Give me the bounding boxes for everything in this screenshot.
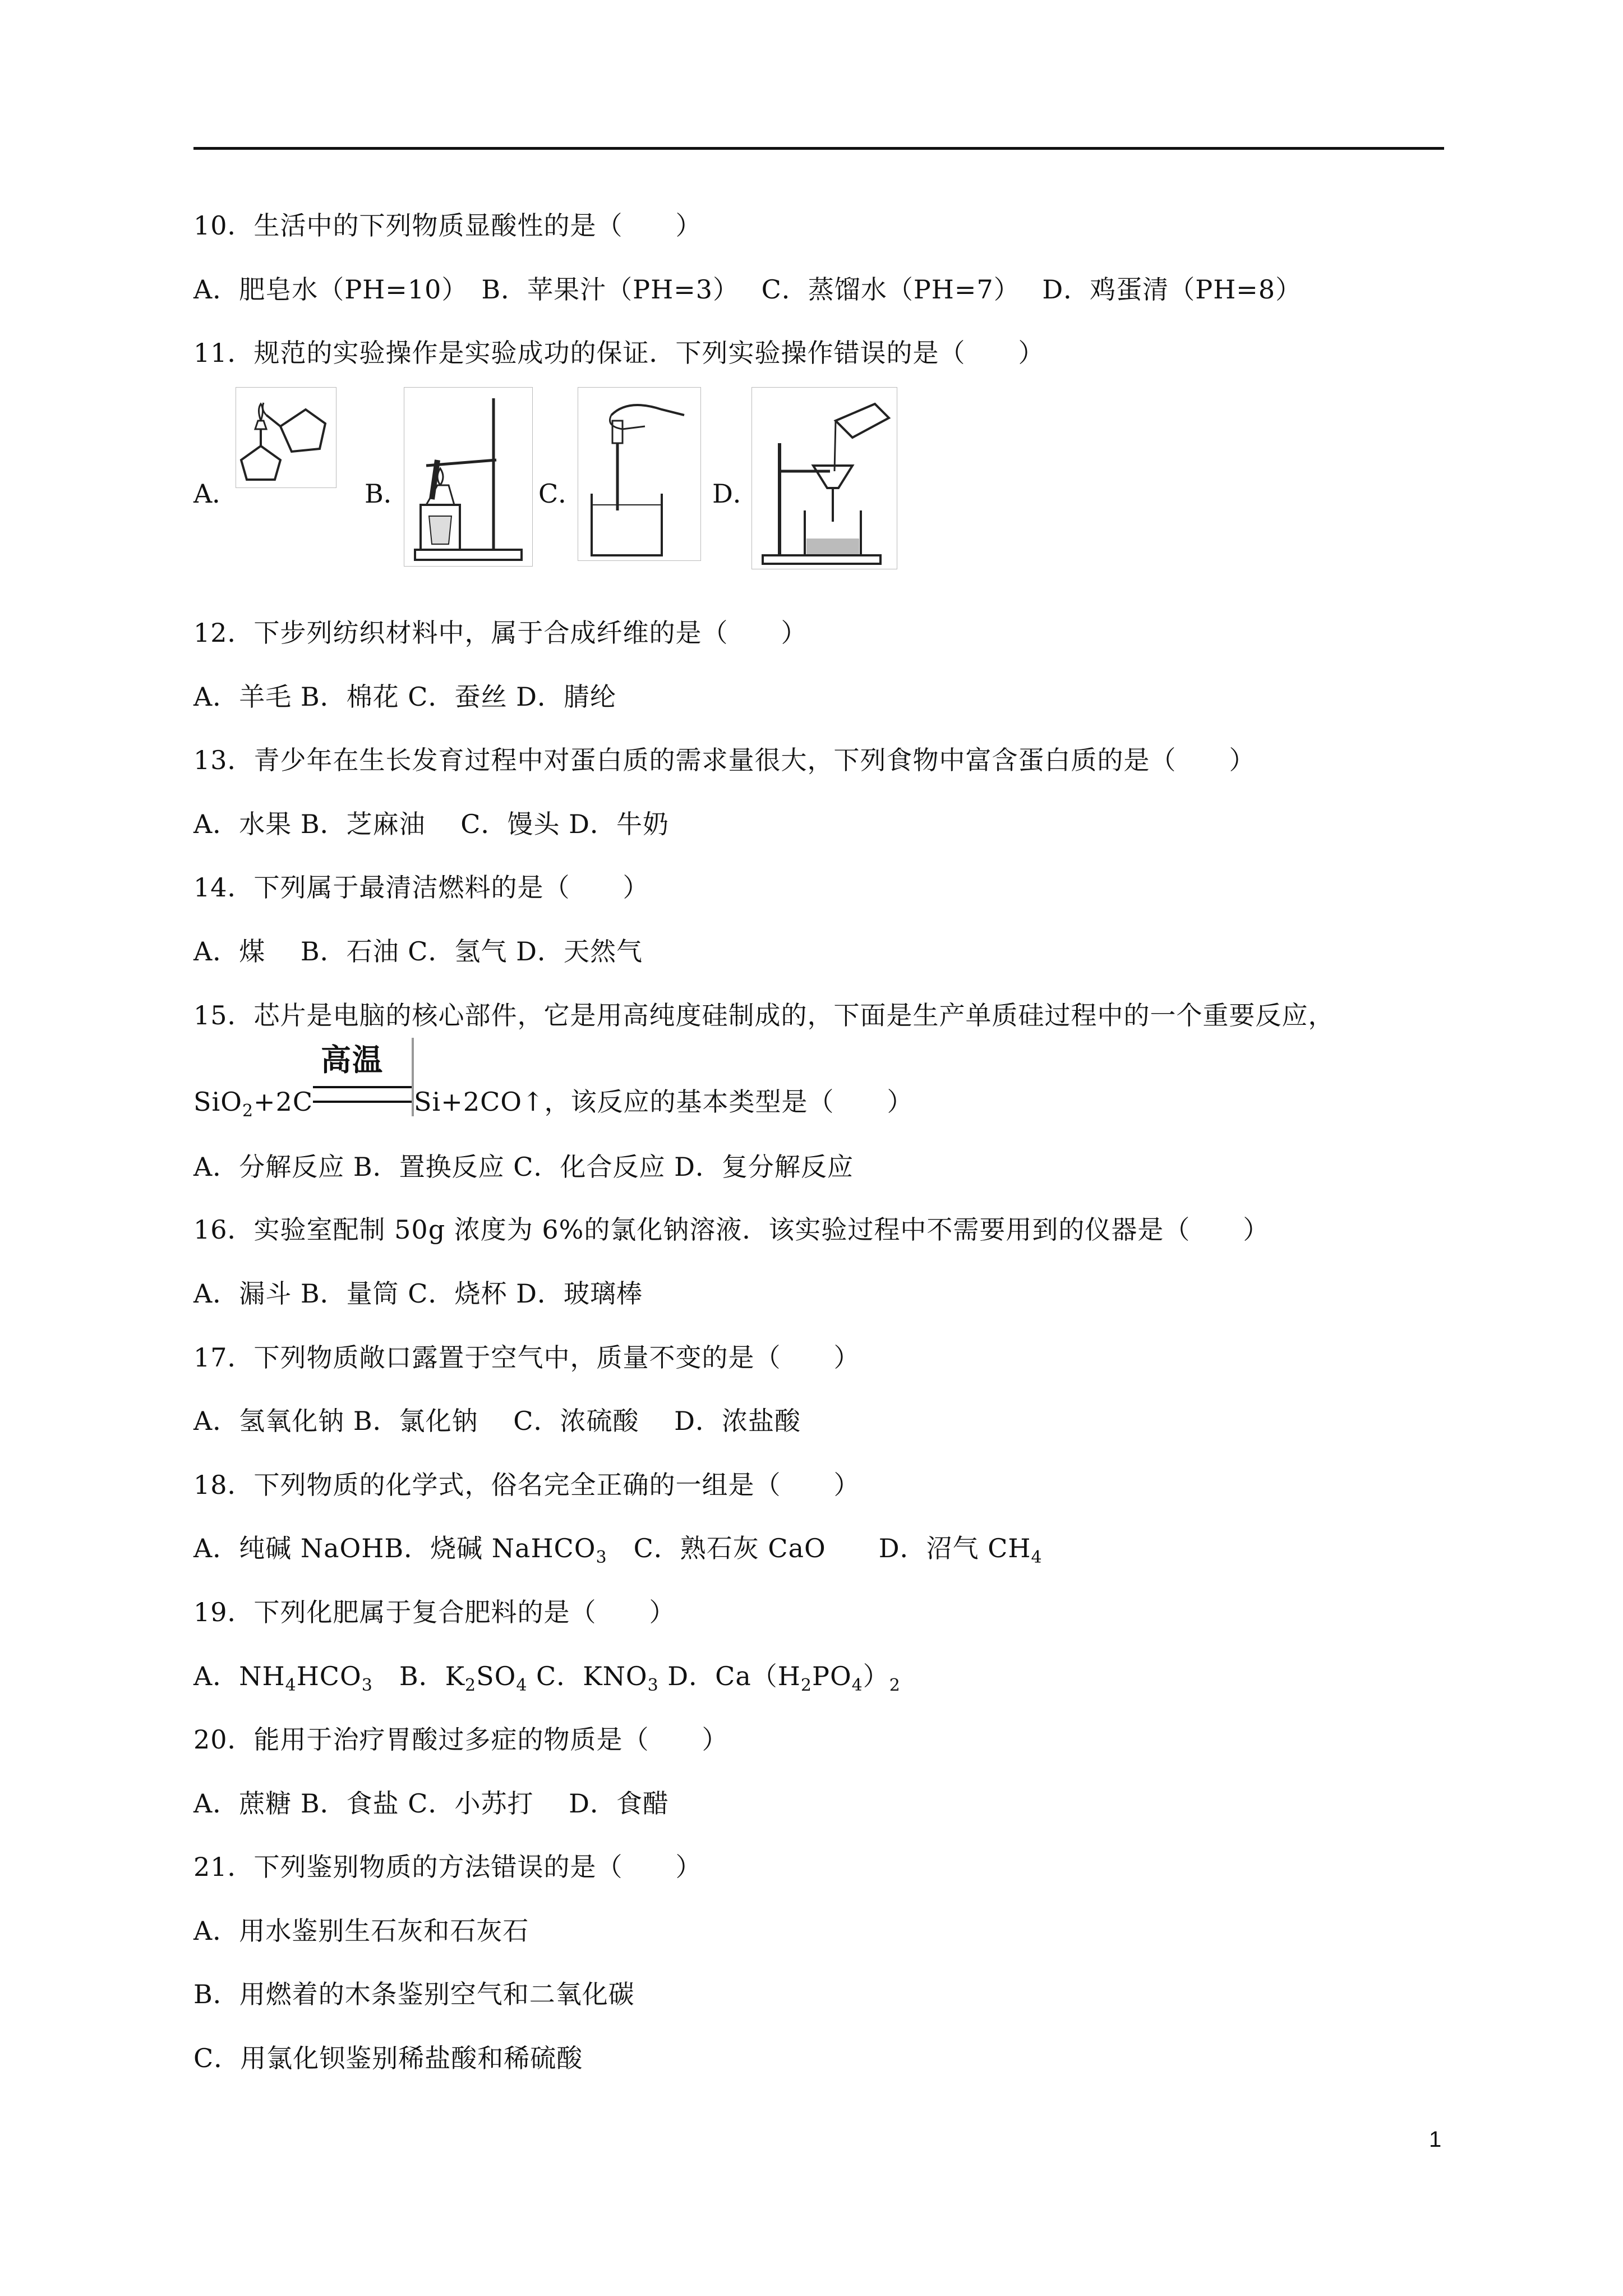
q18-opt-a: A．纯碱 NaOH [193, 1533, 385, 1563]
q11-label-b: B． [365, 478, 409, 509]
q15-box-edge [412, 1038, 414, 1116]
q19-d3: ） [863, 1661, 889, 1691]
q19-b1: B．K [372, 1661, 465, 1691]
q16-stem: 16．实验室配制 50g 浓度为 6%的氯化钠溶液．该实验过程中不需要用到的仪器是（ ） [193, 1214, 1270, 1245]
q19-d3s: 2 [889, 1676, 901, 1695]
q18-opt-b: B．烧碱 NaHCO [384, 1533, 596, 1563]
q11-figure-c-dropper-beaker [578, 387, 701, 561]
q15-stem: 15．芯片是电脑的核心部件，它是用高纯度硅制成的，下面是生产单质硅过程中的一个重要反应， [193, 1000, 1335, 1030]
q20-stem: 20．能用于治疗胃酸过多症的物质是（ ） [193, 1724, 728, 1755]
q16-options: A．漏斗 B．量筒 C．烧杯 D．玻璃棒 [193, 1278, 643, 1309]
q19-d2s: 4 [851, 1676, 863, 1695]
q15-options: A．分解反应 B．置换反应 C．化合反应 D．复分解反应 [193, 1152, 854, 1182]
q19-d2: PO [812, 1661, 852, 1691]
q19-b1s: 2 [464, 1676, 477, 1695]
q19-options [193, 1659, 901, 1693]
q11-stem: 11．规范的实验操作是实验成功的保证．下列实验操作错误的是（ ） [193, 338, 1045, 368]
page-number: 1 [1429, 2127, 1442, 2152]
q12-stem: 12．下步列纺织材料中，属于合成纤维的是（ ） [193, 618, 808, 648]
q19-a1: A．NH [193, 1661, 285, 1691]
q20-options: A．蔗糖 B．食盐 C．小苏打 D．食醋 [193, 1788, 669, 1819]
q11-figure-a-alcohol-lamp [236, 387, 336, 488]
q11-label-d: D． [712, 478, 759, 509]
q19-c1: C．KNO [527, 1661, 648, 1691]
q19-c1s: 3 [647, 1676, 659, 1695]
q19-a1s: 4 [285, 1676, 297, 1695]
q15-eq-left-sub: 2 [242, 1101, 254, 1121]
q15-reaction-arrow [313, 1042, 414, 1111]
q18-opt-b-sub: 3 [596, 1548, 607, 1567]
q15-eq-right: Si+2CO↑，该反应的基本类型是（ ） [414, 1087, 914, 1117]
q13-stem: 13．青少年在生长发育过程中对蛋白质的需求量很大，下列食物中富含蛋白质的是（ ） [193, 745, 1256, 775]
q19-a2s: 3 [361, 1676, 373, 1695]
q21-option-a: A．用水鉴别生石灰和石灰石 [193, 1916, 529, 1946]
q19-d1s: 2 [800, 1676, 812, 1695]
q15-equals-sign [313, 1086, 414, 1103]
q19-b2: SO [476, 1661, 517, 1691]
q14-options: A．煤 B．石油 C．氢气 D．天然气 [193, 936, 643, 967]
q10-options: A．肥皂水（PH=10） B．苹果汁（PH=3） C．蒸馏水（PH=7） D．鸡蛋清（PH=8） [193, 274, 1302, 305]
q15-eq-left: SiO [193, 1087, 242, 1117]
q11-label-a: A． [193, 478, 238, 509]
q18-options [193, 1531, 1043, 1565]
q18-opt-d-sub: 4 [1031, 1548, 1043, 1567]
q19-d1: D．Ca（H [658, 1661, 801, 1691]
q12-options: A．羊毛 B．棉花 C．蚕丝 D．腈纶 [193, 682, 616, 712]
q11-label-c: C． [538, 478, 584, 509]
q15-equation [193, 1042, 914, 1121]
q21-option-b: B．用燃着的木条鉴别空气和二氧化碳 [193, 1979, 635, 2009]
q17-options: A．氢氧化钠 B．氯化钠 C．浓硫酸 D．浓盐酸 [193, 1406, 801, 1436]
q21-stem: 21．下列鉴别物质的方法错误的是（ ） [193, 1852, 702, 1882]
q19-b2s: 4 [516, 1676, 528, 1695]
q18-opt-cd: C．熟石灰 CaO D．沼气 CH [607, 1533, 1031, 1563]
header-rule [193, 147, 1444, 150]
q19-stem: 19．下列化肥属于复合肥料的是（ ） [193, 1597, 676, 1627]
q11-figure-b-iron-stand [404, 387, 533, 567]
q15-condition: 高温 [321, 1042, 384, 1078]
q17-stem: 17．下列物质敞口露置于空气中，质量不变的是（ ） [193, 1342, 860, 1373]
q10-stem: 10．生活中的下列物质显酸性的是（ ） [193, 210, 702, 241]
q19-a2: HCO [296, 1661, 362, 1691]
q15-eq-left-rest: +2C [253, 1087, 313, 1117]
q13-options: A．水果 B．芝麻油 C．馒头 D．牛奶 [193, 809, 669, 839]
q11-figure-d-filtration [751, 387, 897, 569]
q18-stem: 18．下列物质的化学式，俗名完全正确的一组是（ ） [193, 1470, 860, 1500]
q14-stem: 14．下列属于最清洁燃料的是（ ） [193, 872, 649, 903]
q21-option-c: C．用氯化钡鉴别稀盐酸和稀硫酸 [193, 2043, 583, 2073]
